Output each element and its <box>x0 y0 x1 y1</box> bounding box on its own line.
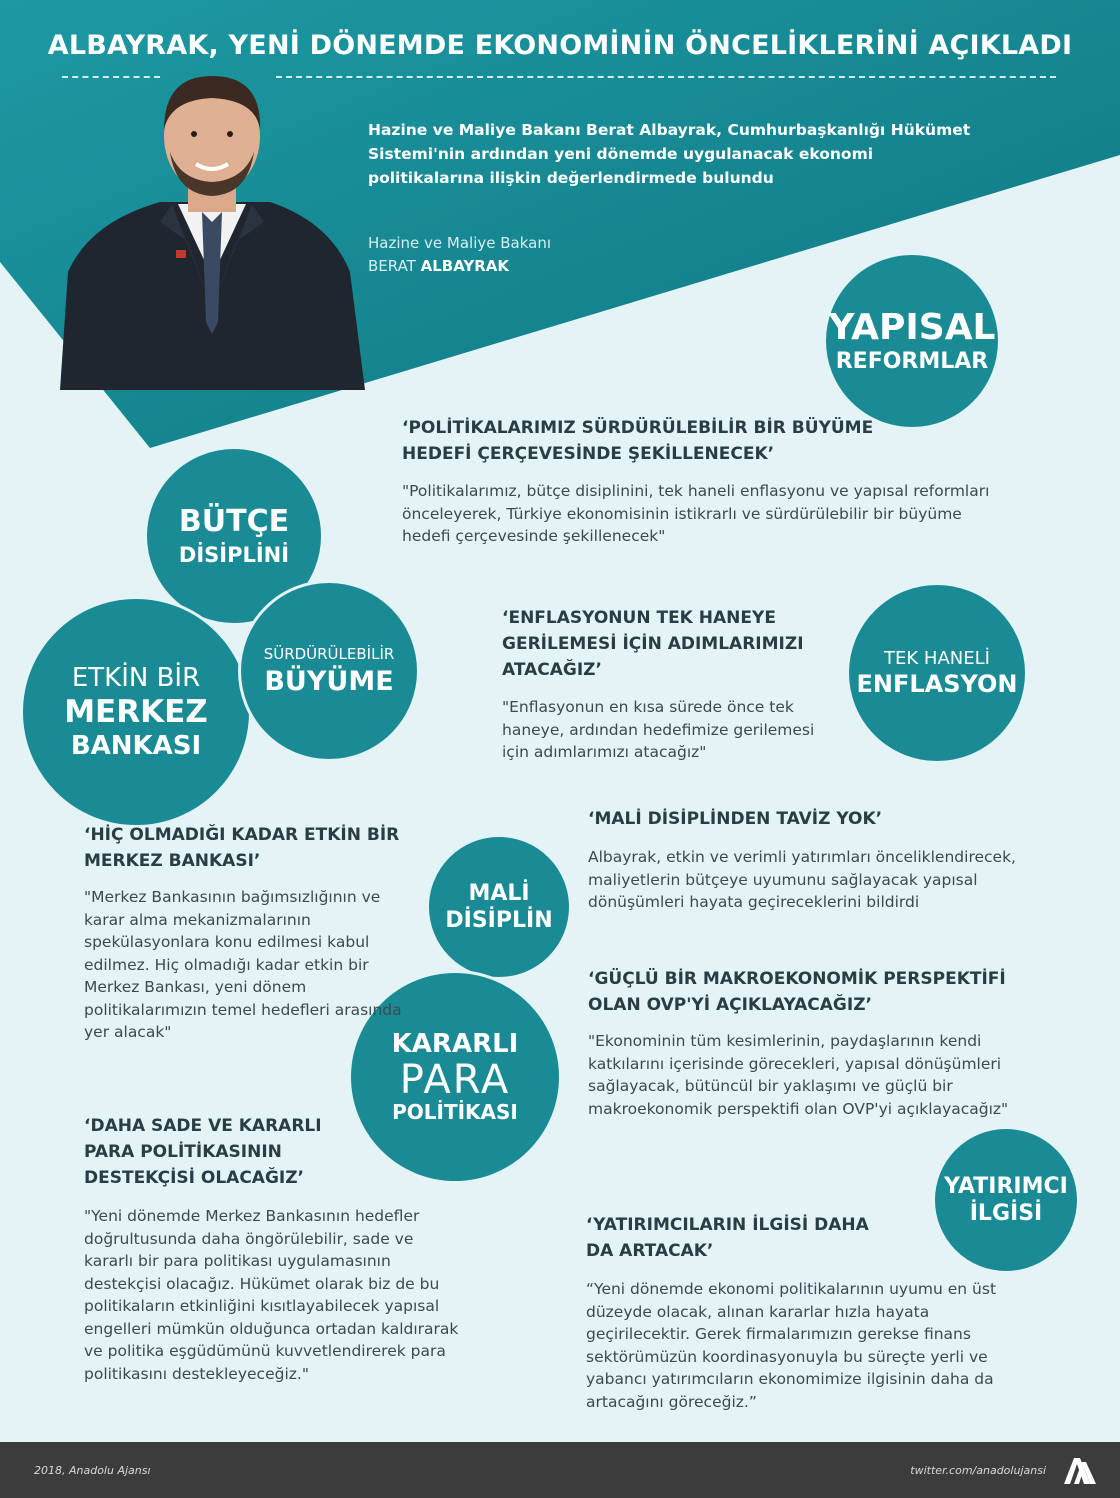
minister-name <box>368 255 551 278</box>
minister-title: Hazine ve Maliye Bakanı <box>368 234 552 252</box>
circle-etkin-line3: BANKASI <box>70 730 202 761</box>
circle-para-line1: KARARLI <box>391 1028 519 1059</box>
circle-para-line3: POLİTİKASI <box>392 1100 518 1125</box>
minister-first-name: BERAT <box>368 257 416 275</box>
section-2-heading: ‘ENFLASYONUN TEK HANEYE GERİLEMESİ İÇİN ADIMLARIMIZI ATACAĞIZ’ <box>502 608 804 680</box>
circle-buyume-line2: BÜYÜME <box>264 666 394 698</box>
circle-enflasyon-line1: TEK HANELİ <box>884 647 990 669</box>
section-3-body: "Merkez Bankasının bağımsızlığının ve karar alma mekanizmalarının spekülasyonlara konu edilmesi kabul edilmez. Hiç olmadığı kadar etkin bir Merkez Bankası, yeni dönem politikalarımızın temel hedefleri arasında yer alacak" <box>84 888 402 1041</box>
circle-etkin-line1: ETKİN BİR <box>71 662 201 693</box>
footer-credit: 2018, Anadolu Ajansı <box>34 1464 151 1477</box>
title-divider-right <box>276 76 1056 78</box>
intro-text: Hazine ve Maliye Bakanı Berat Albayrak, Cumhurbaşkanlığı Hükümet Sistemi'nin ardından yeni dönemde uygulanacak ekonomi politikalarına ilişkin değerlendirmede bulundu <box>368 121 971 187</box>
circle-butce-line1: BÜTÇE <box>178 504 290 540</box>
anadolu-agency-logo-icon <box>1062 1454 1098 1486</box>
section-6-heading: ‘DAHA SADE VE KARARLI PARA POLİTİKASININ DESTEKÇİSİ OLACAĞIZ’ <box>84 1116 322 1188</box>
circle-enflasyon-line2: ENFLASYON <box>856 670 1018 699</box>
section-7-heading: ‘YATIRIMCILARIN İLGİSİ DAHA DA ARTACAK’ <box>586 1215 869 1261</box>
circle-etkin-merkez-bankasi <box>20 596 252 828</box>
minister-portrait <box>60 72 365 390</box>
circle-yapisal-reformlar <box>823 252 1001 430</box>
circle-surdurulebilir-buyume <box>238 580 420 762</box>
footer <box>0 1442 1120 1498</box>
section-3-heading: ‘HİÇ OLMADIĞI KADAR ETKİN BİR MERKEZ BANKASI’ <box>84 825 400 871</box>
circle-butce-line2: DİSİPLİNİ <box>178 542 290 567</box>
page-title: ALBAYRAK, YENİ DÖNEMDE EKONOMİNİN ÖNCELİKLERİNİ AÇIKLADI <box>47 30 1073 61</box>
circle-mali-line1: MALİ <box>468 880 530 906</box>
section-4-body: Albayrak, etkin ve verimli yatırımları önceliklendirecek, maliyetlerin bütçeye uyumunu sağlayacak yapısal dönüşümleri hayata geçireceklerini bildirdi <box>588 848 1016 911</box>
circle-yapisal-line1: YAPISAL <box>828 306 996 348</box>
section-4-heading: ‘MALİ DİSİPLİNDEN TAVİZ YOK’ <box>588 809 883 829</box>
circle-yatirimci-line2: İLGİSİ <box>969 1201 1043 1226</box>
minister-caption <box>368 232 551 278</box>
circle-para-line2: PARA <box>399 1057 511 1104</box>
circle-mali-disiplin <box>426 834 572 980</box>
section-6-body: "Yeni dönemde Merkez Bankasının hedefler doğrultusunda daha öngörülebilir, sade ve kararlı bir para politikası uygulamasının destekçisi olacağız. Hükümet olarak biz de bu politikaların etkinliğini kısıtlayabilecek yapısal engelleri mümkün olduğunca ortadan kaldırarak ve politika eşgüdümünü kuvvetlendirerek para politikasını destekleyeceğiz." <box>84 1207 459 1383</box>
circle-etkin-line2: MERKEZ <box>64 694 208 731</box>
section-1-body: "Politikalarımız, bütçe disiplinini, tek haneli enflasyonu ve yapısal reformları önceleyerek, Türkiye ekonomisinin istikrarlı ve sürdürülebilir bir büyüme hedefi çerçevesinde şekillenecek" <box>402 482 990 545</box>
circle-yapisal-line2: REFORMLAR <box>835 349 989 375</box>
section-7-body: “Yeni dönemde ekonomi politikalarının uyumu en üst düzeyde olacak, alınan kararlar hızla hayata geçirilecektir. Gerek firmalarımızın gerekse finans sektörümüzün koordinasyonuyla bu süreçte yerli ve yabancı yatırımcıların ekonomimize ilgisinin daha da artacağını göreceğiz.” <box>586 1280 997 1411</box>
circle-yatirimci-line1: YATIRIMCI <box>944 1173 1068 1199</box>
minister-last-name: ALBAYRAK <box>420 257 510 275</box>
circle-buyume-line1: SÜRDÜRÜLEBİLİR <box>263 644 395 663</box>
section-1-heading: ‘POLİTİKALARIMIZ SÜRDÜRÜLEBİLİR BİR BÜYÜME HEDEFİ ÇERÇEVESİNDE ŞEKİLLENECEK’ <box>402 418 874 464</box>
section-5-body: "Ekonominin tüm kesimlerinin, paydaşlarının kendi katkılarını içerisinde görecekleri, yapısal dönüşümleri sağlayacak, bütüncül bir yaklaşımı ve güçlü bir makroekonomik perspektifi olan OVP'yi açıklayacağız" <box>588 1032 1009 1118</box>
circle-mali-line2: DİSİPLİN <box>445 908 553 933</box>
section-5-heading: ‘GÜÇLÜ BİR MAKROEKONOMİK PERSPEKTİFİ OLAN OVP'Yİ AÇIKLAYACAĞIZ’ <box>588 969 1006 1015</box>
circle-tek-haneli-enflasyon <box>846 582 1028 764</box>
section-2-body: "Enflasyonun en kısa sürede önce tek haneye, ardından hedefimize gerilemesi için adımlarımızı atacağız" <box>502 698 815 761</box>
circle-yatirimci-ilgisi <box>932 1126 1080 1274</box>
footer-twitter-link[interactable]: twitter.com/anadolujansi <box>910 1464 1046 1477</box>
